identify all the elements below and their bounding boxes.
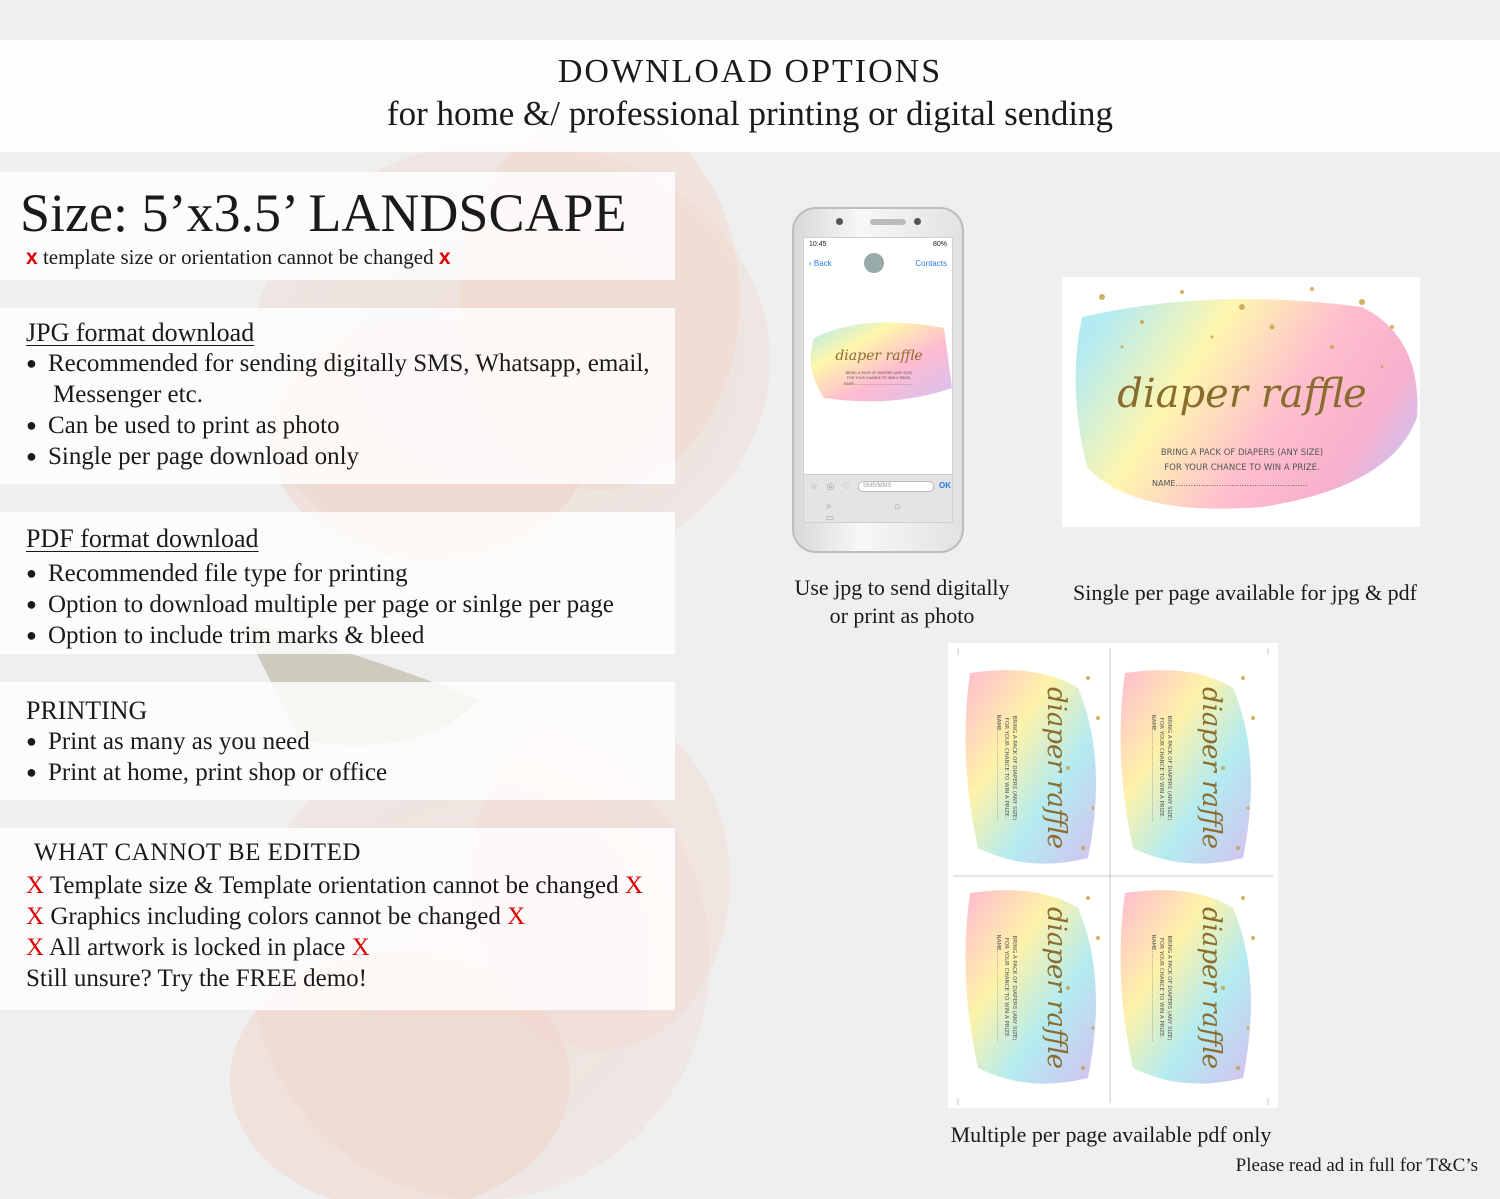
- page-title: DOWNLOAD OPTIONS: [557, 53, 943, 90]
- card-line-2: FOR YOUR CHANCE TO WIN A PRIZE.: [1158, 937, 1164, 1039]
- card-line-2: FOR YOUR CHANCE TO WIN A PRIZE.: [1164, 463, 1320, 473]
- card-line-2: FOR YOUR CHANCE TO WIN A PRIZE.: [1158, 717, 1164, 819]
- list-item-text: All artwork is locked in place: [48, 934, 346, 961]
- bullet-dot: ●: [26, 762, 37, 782]
- contact-avatar-icon: [864, 253, 884, 273]
- list-item: [26, 620, 675, 651]
- size-note: [26, 244, 675, 271]
- single-card-preview: [1062, 277, 1420, 527]
- status-bar: [804, 238, 952, 251]
- list-item: [26, 726, 675, 757]
- list-item: [26, 410, 675, 441]
- card-line-1: BRING A PACK OF DIAPERS (ANY SIZE): [1166, 715, 1172, 821]
- card-line-2: FOR YOUR CHANCE TO WIN A PRIZE.: [1003, 717, 1009, 819]
- list-item: [26, 441, 675, 472]
- message-nav-bar: [804, 251, 952, 275]
- x-mark-icon: X: [624, 872, 643, 899]
- speaker-grille: [870, 219, 906, 225]
- card-line-3: NAME....................................................: [1152, 479, 1308, 488]
- card-line-2: FOR YOUR CHANCE TO WIN A PRIZE.: [1003, 937, 1009, 1039]
- header-banner: [0, 40, 1500, 152]
- list-item-text: Can be used to print as photo: [48, 412, 340, 439]
- list-item: [26, 932, 675, 963]
- multiple-caption: Multiple per page available pdf only: [950, 1122, 1272, 1147]
- list-item-text: Print as many as you need: [48, 728, 310, 755]
- jpg-heading: JPG format download: [26, 318, 255, 347]
- list-item-text: Print at home, print shop or office: [48, 759, 388, 786]
- card-line-1: BRING A PACK OF DIAPERS (ANY SIZE): [1011, 715, 1017, 821]
- star-icon[interactable]: ☆ ◎ ♡: [810, 481, 854, 491]
- list-item: [26, 757, 675, 788]
- card-title: diaper raffle: [1041, 686, 1071, 850]
- card-title: diaper raffle: [1196, 906, 1226, 1070]
- phone-screen: [803, 237, 953, 523]
- phone-caption: [770, 574, 1034, 630]
- x-mark-icon: x: [438, 246, 451, 269]
- phone-caption-line-2: or print as photo: [829, 603, 975, 628]
- card-line-3: NAME....................................................: [844, 382, 913, 386]
- phone-caption-line-1: Use jpg to send digitally: [794, 575, 1010, 600]
- x-mark-icon: X: [26, 903, 45, 930]
- card-line-1: BRING A PACK OF DIAPERS (ANY SIZE): [1166, 935, 1172, 1041]
- list-item-text: Graphics including colors cannot be changed: [50, 903, 501, 930]
- list-item-continuation: Messenger etc.: [53, 381, 203, 408]
- back-button[interactable]: ‹ Back: [809, 258, 832, 268]
- x-mark-icon: X: [26, 872, 45, 899]
- bullet-dot: ●: [26, 625, 37, 645]
- phone-card-preview: [804, 308, 953, 416]
- page-subtitle: for home &/ professional printing or digital sending: [386, 94, 1114, 133]
- list-item: [26, 901, 675, 932]
- terms-note: Please read ad in full for T&C’s: [1235, 1155, 1478, 1176]
- bullet-dot: ●: [26, 353, 37, 373]
- x-mark-icon: X: [351, 934, 370, 961]
- list-item-text: Option to include trim marks & bleed: [48, 622, 425, 649]
- bullet-dot: ●: [26, 594, 37, 614]
- back-label: Back: [813, 258, 832, 268]
- bullet-dot: ●: [26, 731, 37, 751]
- list-item: [26, 348, 675, 379]
- card-title: diaper raffle: [1196, 686, 1226, 850]
- card-line-1: BRING A PACK OF DIAPERS (ANY SIZE): [845, 371, 913, 375]
- message-input[interactable]: SMS/MMS: [858, 481, 934, 492]
- demo-note: Still unsure? Try the FREE demo!: [26, 965, 367, 992]
- card-title: diaper raffle: [1117, 371, 1367, 417]
- bullet-dot: ●: [26, 563, 37, 583]
- pdf-panel: [0, 512, 675, 654]
- list-item-text: Recommended file type for printing: [48, 560, 408, 587]
- message-input-bar: [804, 474, 953, 522]
- card-line-2: FOR YOUR CHANCE TO WIN A PRIZE.: [846, 376, 912, 380]
- pdf-heading: PDF format download: [26, 524, 259, 553]
- status-battery: 80%: [932, 241, 947, 248]
- card-line-3: NAME....................................................: [995, 714, 1001, 822]
- list-item: [26, 589, 675, 620]
- printing-panel: [0, 682, 675, 800]
- not-editable-panel: [0, 828, 675, 1010]
- card-line-3: NAME....................................................: [995, 934, 1001, 1042]
- list-item-text: Option to download multiple per page or sinlge per page: [48, 591, 614, 618]
- multi-sheet-preview: [948, 643, 1278, 1108]
- send-button[interactable]: OK: [939, 481, 951, 490]
- card-line-1: BRING A PACK OF DIAPERS (ANY SIZE): [1011, 935, 1017, 1041]
- search-icon[interactable]: ⌕ ⌂ ▭: [826, 501, 931, 523]
- card-title: diaper raffle: [835, 348, 923, 364]
- status-time: 10:45: [809, 241, 827, 248]
- camera-icon: [836, 218, 843, 225]
- single-caption: Single per page available for jpg & pdf: [1073, 580, 1417, 605]
- size-title: Size: 5’x3.5’ LANDSCAPE: [20, 183, 627, 243]
- x-mark-icon: x: [26, 246, 38, 269]
- x-mark-icon: X: [26, 934, 45, 961]
- size-note-text: template size or orientation cannot be changed: [42, 245, 434, 269]
- phone-mockup: [792, 207, 964, 553]
- x-mark-icon: X: [507, 903, 526, 930]
- not-editable-heading: WHAT CANNOT BE EDITED: [34, 839, 361, 866]
- sensor-icon: [914, 218, 921, 225]
- printing-heading: PRINTING: [26, 696, 148, 725]
- card-title: diaper raffle: [1041, 906, 1071, 1070]
- bullet-dot: ●: [26, 415, 37, 435]
- list-item-text: Recommended for sending digitally SMS, Whatsapp, email,: [48, 350, 650, 377]
- list-item-text: Template size & Template orientation cannot be changed: [49, 872, 619, 899]
- card-line-1: BRING A PACK OF DIAPERS (ANY SIZE): [1160, 448, 1324, 458]
- card-line-3: NAME....................................................: [1150, 714, 1156, 822]
- list-item-text: Single per page download only: [48, 443, 360, 470]
- jpg-panel: [0, 308, 675, 484]
- size-panel: [0, 172, 675, 280]
- contacts-button[interactable]: Contacts: [915, 258, 947, 268]
- list-item: [26, 558, 675, 589]
- card-line-3: NAME....................................................: [1150, 934, 1156, 1042]
- bullet-dot: ●: [26, 446, 37, 466]
- list-item: [26, 870, 675, 901]
